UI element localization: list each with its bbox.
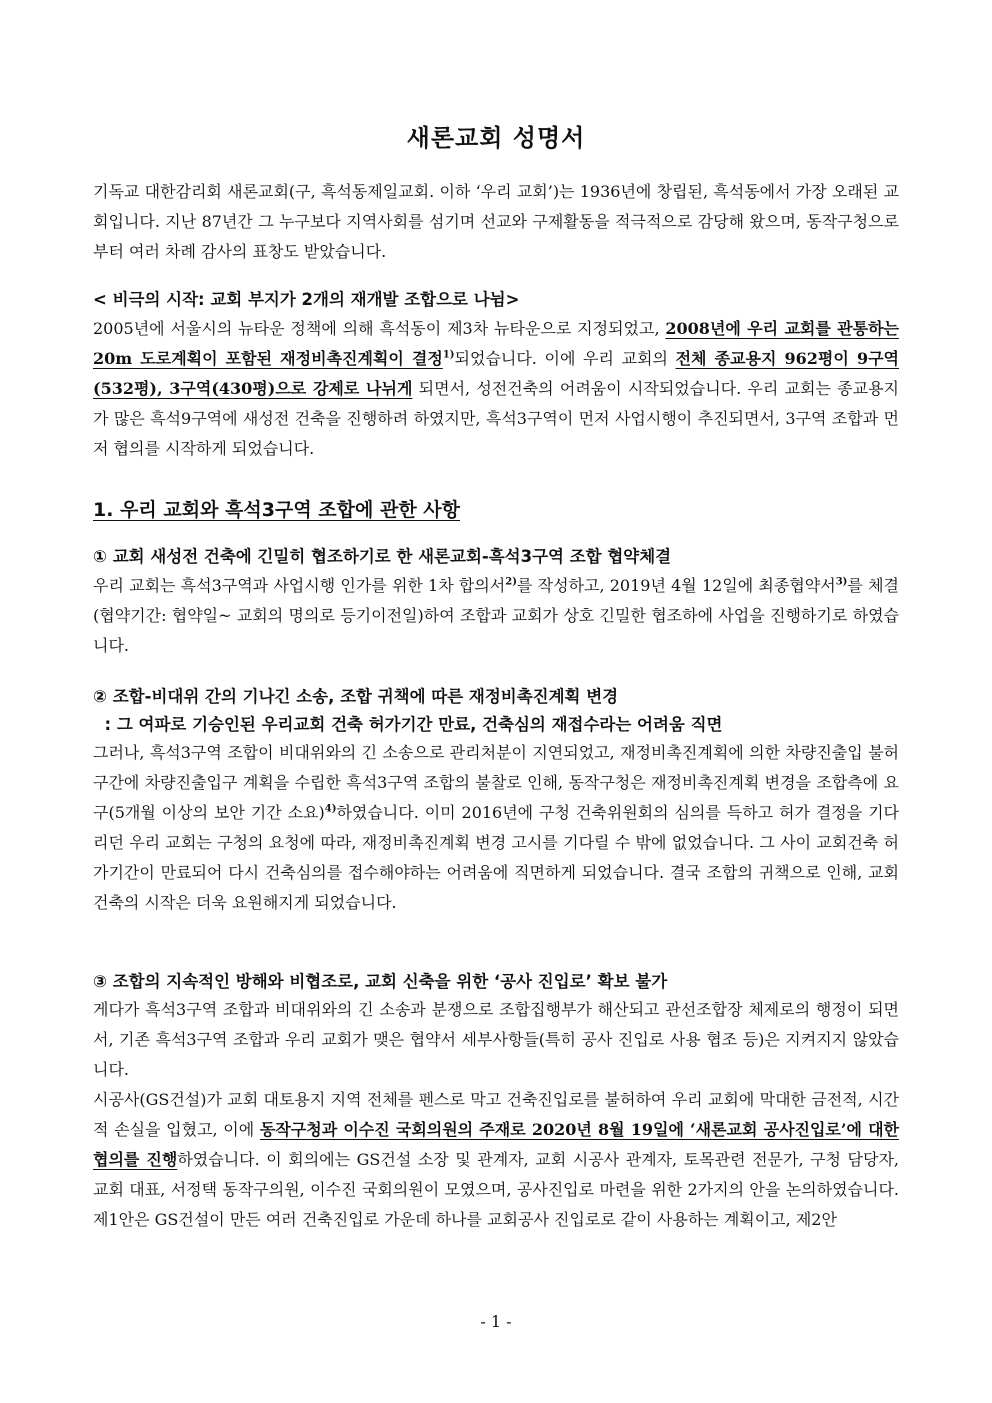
footnote-ref-2: 2) [505, 576, 517, 588]
item-3-paragraph-1: 게다가 흑석3구역 조합과 비대위와의 긴 소송과 분쟁으로 조합집행부가 해산되고 관선조합장 체제로의 행정이 되면서, 기존 흑석3구역 조합과 우리 교회가 맺은 협약서 세부사항들(특히 공사 진입로 사용 협조 등)은 지켜지지 않았습니다. [93, 1000, 899, 1079]
item-2-subheading: : 그 여파로 기승인된 우리교회 건축 허가기간 만료, 건축심의 재접수라는 어려움 직면 [93, 715, 723, 734]
item-1-text-2: 를 작성하고, 2019년 4월 12일에 최종협약서 [516, 576, 836, 595]
item-3-text-1: 시공사(GS건설)가 교회 대토용지 지역 전체를 펜스로 막고 건축진입로를 불허하여 우리 교회에 막대한 금전적, 시간적 손실을 입혔고, 이에 [93, 1090, 899, 1139]
background-heading: < 비극의 시작: 교회 부지가 2개의 재개발 조합으로 나뉨> [93, 290, 520, 309]
item-2-paragraph [93, 738, 899, 918]
item-2-text-1: 그러나, 흑석3구역 조합이 비대위와의 긴 소송으로 관리처분이 지연되었고, 재정비촉진계획에 의한 차량진출입 불허구간에 차량진출입구 계획을 수립한 흑석3구역 조합의 불찰로 인해, 동작구청은 재정비촉진계획 변경을 조합측에 요구(5개월 이상의 보안 기간 소요) [93, 743, 899, 822]
background-highlight-2: 전체 종교용지 962평이 9구역(532평), 3구역(430평)으로 강제로 나뉘게 [93, 349, 899, 398]
page-title: 새론교회 성명서 [406, 123, 586, 152]
item-1-text-3: 를 체결(협약기간: 협약일~ 교회의 명의로 등기이전일)하여 조합과 교회가 상호 긴밀한 협조하에 사업을 진행하기로 하였습니다. [93, 576, 899, 655]
footnote-ref-4: 4) [324, 803, 337, 815]
background-text-1: 2005년에 서울시의 뉴타운 정책에 의해 흑석동이 제3차 뉴타운으로 지정되었고, [93, 319, 666, 338]
footnote-ref-1: 1) [442, 349, 455, 361]
intro-paragraph: 기독교 대한감리회 새론교회(구, 흑석동제일교회. 이하 ‘우리 교회’)는 1936년에 창립된, 흑석동에서 가장 오래된 교회입니다. 지난 87년간 그 누구보다 지역사회를 섬기며 선교와 구제활동을 적극적으로 감당해 왔으며, 동작구청으로부터 여러 차례 감사의 표창도 받았습니다. [93, 182, 899, 261]
item-3-text-2: 하였습니다. 이 회의에는 GS건설 소장 및 관계자, 교회 시공사 관계자, 토목관련 전문가, 구청 담당자, 교회 대표, 서정택 동작구의원, 이수진 국회의원이 모였으며, 공사진입로 마련을 위한 2가지의 안을 논의하였습니다. 제1안은 GS건설이 만든 여러 건축진입로 가운데 하나를 교회공사 진입로로 같이 사용하는 계획이고, 제2안 [93, 1150, 899, 1229]
item-1-text-1: 우리 교회는 흑석3구역과 사업시행 인가를 위한 1차 합의서 [93, 576, 506, 595]
page-number: - 1 - [480, 1312, 512, 1331]
background-text-3: 되면서, 성전건축의 어려움이 시작되었습니다. 우리 교회는 종교용지가 많은 흑석9구역에 새성전 건축을 진행하려 하였지만, 흑석3구역이 먼저 사업시행이 추진되면서, 3구역 조합과 먼저 협의를 시작하게 되었습니다. [93, 379, 900, 458]
item-1-heading: ① 교회 새성전 건축에 긴밀히 협조하기로 한 새론교회-흑석3구역 조합 협약체결 [93, 547, 672, 566]
item-2-heading: ② 조합-비대위 간의 기나긴 소송, 조합 귀책에 따른 재정비촉진계획 변경 [93, 687, 619, 706]
footnote-ref-3: 3) [835, 576, 848, 588]
item-2-text-2: 하였습니다. 이미 2016년에 구청 건축위원회의 심의를 득하고 허가 결정을 기다리던 우리 교회는 구청의 요청에 따라, 재정비촉진계획 변경 고시를 기다릴 수 밖에 없었습니다. 그 사이 교회건축 허가기간이 만료되어 다시 건축심의를 접수해야하는 어려움에 직면하게 되었습니다. 결국 조합의 귀책으로 인해, 교회건축의 시작은 더욱 요원해지게 되었습니다. [93, 803, 899, 912]
section-1-heading: 1. 우리 교회와 흑석3구역 조합에 관한 사항 [93, 499, 461, 521]
background-paragraph [93, 314, 899, 464]
item-3-paragraph-2 [93, 1085, 899, 1235]
background-highlight-1: 2008년에 우리 교회를 관통하는 20m 도로계획이 포함된 재정비촉진계획이 결정 [93, 319, 899, 368]
item-1-paragraph [93, 571, 899, 661]
item-3-highlight: 동작구청과 이수진 국회의원의 주재로 2020년 8월 19일에 ‘새론교회 공사진입로’에 대한 협의를 진행 [93, 1120, 899, 1169]
item-3-heading: ③ 조합의 지속적인 방해와 비협조로, 교회 신축을 위한 ‘공사 진입로’ 확보 불가 [93, 972, 668, 991]
background-text-2: 되었습니다. 이에 우리 교회의 [454, 349, 676, 368]
